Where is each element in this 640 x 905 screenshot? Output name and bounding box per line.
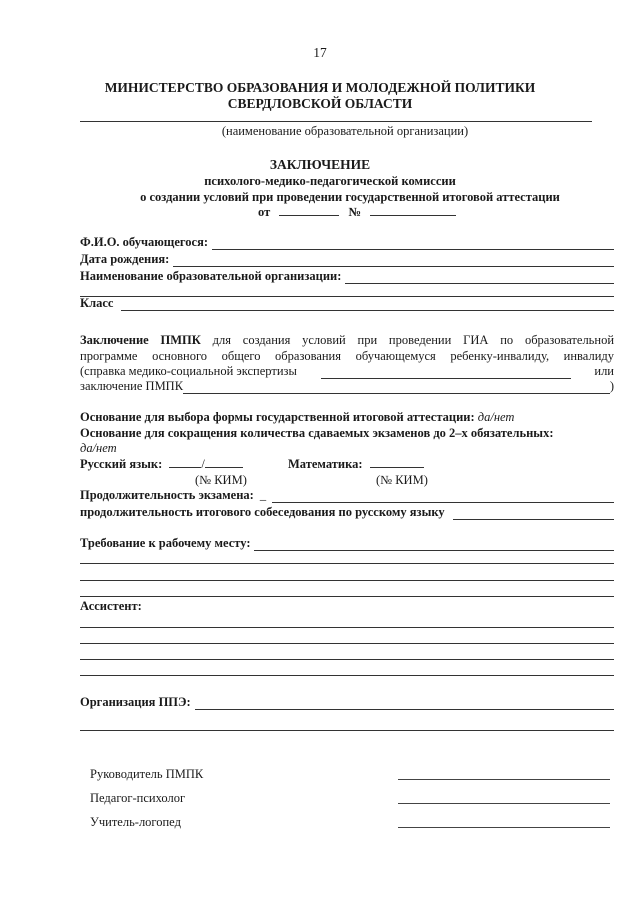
fio-row	[80, 235, 614, 250]
interview-label: продолжительность итогового собеседования по русскому языку	[80, 505, 445, 519]
ppe-row	[80, 695, 614, 710]
mse-label: (справка медико-социальной экспертизы	[80, 364, 297, 378]
signature-line-speech-therapist	[398, 827, 610, 828]
assistant-label: Ассистент:	[80, 599, 142, 613]
conclusion-line2: программе основного общего образования обучающемуся ребенку-инвалиду, инвалиду	[80, 349, 614, 363]
conclusion-bold: Заключение ПМПК	[80, 333, 201, 347]
math-line	[288, 457, 424, 472]
from-label: от	[258, 205, 271, 219]
birthdate-row	[80, 252, 614, 267]
signature-line-head	[398, 779, 610, 780]
math-label: Математика:	[288, 457, 363, 471]
russian-blank-2	[205, 467, 243, 468]
workplace-row	[80, 536, 614, 551]
number-label: №	[348, 205, 362, 219]
duration-row	[80, 488, 614, 503]
org-name-caption: (наименование образовательной организации)	[221, 124, 469, 138]
math-blank	[370, 467, 424, 468]
org-label: Наименование образовательной организации:	[80, 269, 342, 283]
number-blank	[370, 215, 456, 216]
date-blank	[279, 215, 339, 216]
title-subject: о создании условий при проведении государственной итоговой аттестации	[140, 190, 560, 204]
duration-dash: _	[259, 488, 267, 502]
ministry-title-line1: МИНИСТЕРСТВО ОБРАЗОВАНИЯ И МОЛОДЕЖНОЙ ПОЛИТИКИ	[104, 80, 536, 95]
interview-row	[80, 505, 614, 520]
basis-form-line	[80, 410, 514, 425]
workplace-label: Требование к рабочему месту:	[80, 536, 251, 550]
ministry-title-line2: СВЕРДЛОВСКОЙ ОБЛАСТИ	[227, 96, 413, 111]
close-paren: )	[609, 379, 614, 393]
pmpk-blank	[183, 382, 610, 394]
mse-blank	[321, 367, 571, 379]
basis-reduce-value: да/нет	[80, 441, 117, 455]
date-number-line	[258, 205, 456, 220]
ppe-line-2	[80, 730, 614, 731]
pmpk-label: заключение ПМПК	[80, 379, 184, 393]
workplace-blank	[254, 538, 614, 551]
assistant-line-1	[80, 627, 614, 628]
assistant-line-2	[80, 643, 614, 644]
signature-psychologist: Педагог-психолог	[90, 791, 186, 805]
signature-head-pmpk: Руководитель ПМПК	[90, 767, 204, 781]
conclusion-line4	[80, 379, 614, 394]
russian-kim-caption: (№ КИМ)	[195, 473, 247, 487]
assistant-line-3	[80, 659, 614, 660]
conclusion-line3	[80, 364, 614, 379]
page-number: 17	[313, 45, 327, 60]
title-commission: психолого-медико-педагогической комиссии	[204, 174, 456, 188]
signature-line-psychologist	[398, 803, 610, 804]
class-label: Класс	[80, 296, 114, 310]
class-blank	[121, 298, 614, 311]
russian-separator: /	[201, 457, 205, 471]
birthdate-blank	[173, 254, 614, 267]
russian-label: Русский язык:	[80, 457, 163, 471]
org-name-line	[80, 121, 592, 122]
russian-line	[80, 457, 243, 472]
assistant-line-4	[80, 675, 614, 676]
math-kim-caption: (№ КИМ)	[376, 473, 428, 487]
ppe-label: Организация ППЭ:	[80, 695, 191, 709]
basis-form-label: Основание для выбора формы государственной итоговой аттестации:	[80, 410, 475, 424]
basis-form-value: да/нет	[477, 410, 515, 424]
class-row	[80, 296, 614, 311]
conclusion-line1	[80, 333, 614, 348]
or-label: или	[594, 364, 614, 378]
duration-blank	[272, 490, 614, 503]
org-row	[80, 269, 614, 284]
signature-speech-therapist: Учитель-логопед	[90, 815, 181, 829]
conclusion-rest: для создания условий при проведении ГИА по образовательной	[212, 333, 615, 347]
interview-blank	[453, 507, 614, 520]
duration-label: Продолжительность экзамена:	[80, 488, 254, 502]
workplace-line-3	[80, 580, 614, 581]
workplace-line-2	[80, 563, 614, 564]
ppe-blank	[195, 697, 614, 710]
document-title: ЗАКЛЮЧЕНИЕ	[269, 157, 371, 172]
russian-blank-1	[169, 467, 201, 468]
fio-blank	[212, 237, 614, 250]
org-blank	[345, 271, 614, 284]
birthdate-label: Дата рождения:	[80, 252, 170, 266]
workplace-line-4	[80, 596, 614, 597]
fio-label: Ф.И.О. обучающегося:	[80, 235, 208, 249]
basis-reduce-label: Основание для сокращения количества сдаваемых экзаменов до 2–х обязательных:	[80, 426, 554, 440]
